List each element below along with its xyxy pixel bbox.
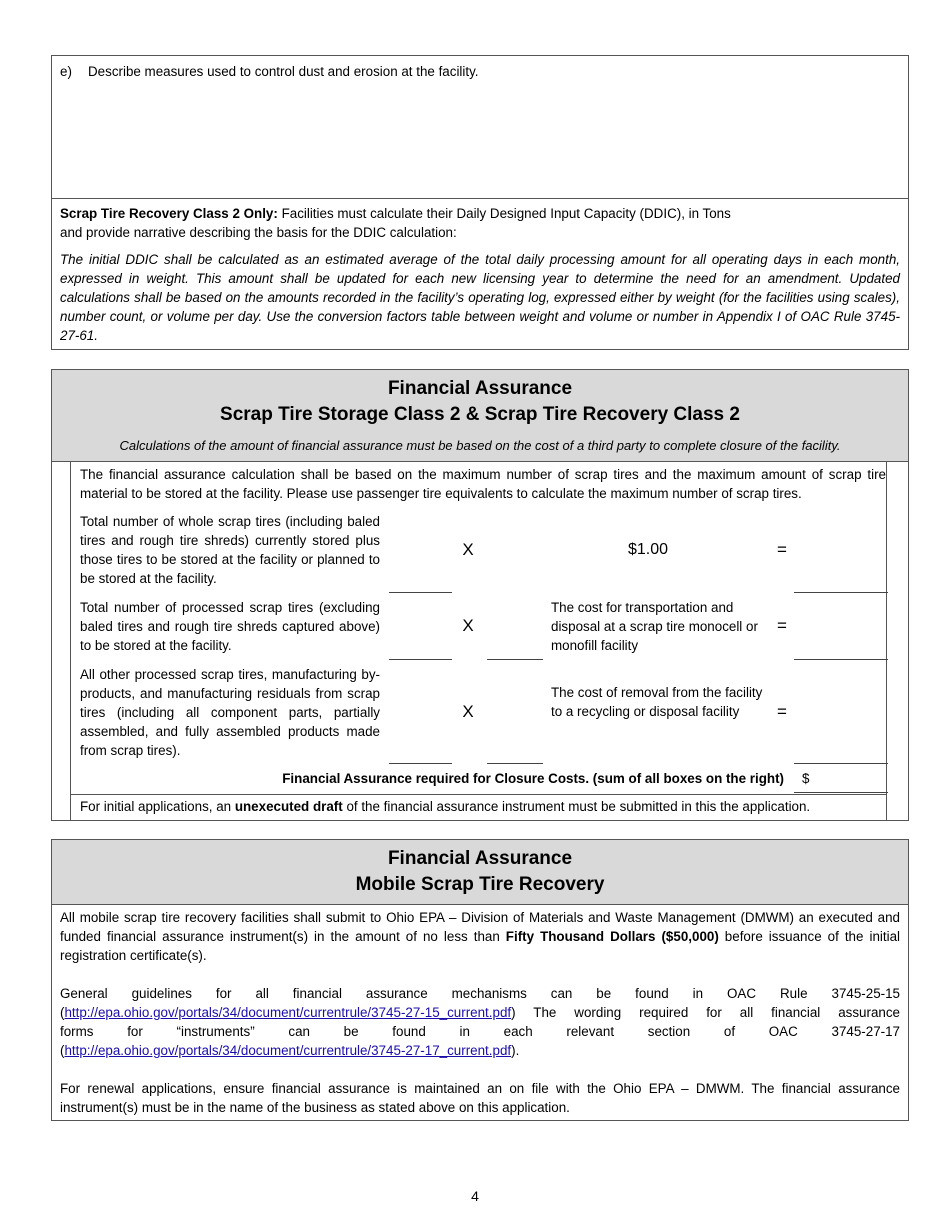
ddic-intro-line-2: and provide narrative describing the basis for the DDIC calculation:	[60, 225, 457, 240]
page-number: 4	[471, 1188, 479, 1204]
ddic-intro-line-1: Facilities must calculate their Daily Designed Input Capacity (DDIC), in Tons	[277, 206, 731, 221]
row-1-equals: =	[777, 540, 787, 559]
total-underline	[794, 792, 888, 793]
row-1-rate: $1.00	[627, 541, 669, 558]
left-rule	[70, 461, 71, 820]
dust-erosion-section	[51, 55, 909, 350]
section-header	[52, 370, 908, 462]
guidelines-line-2	[60, 1003, 900, 1022]
financial-assurance-mobile-section	[51, 839, 909, 1121]
draft-note-text: For initial applications, an	[80, 799, 235, 814]
row-3-multiply: X	[462, 702, 474, 721]
row-3-result-field[interactable]	[794, 763, 888, 764]
row-2-quantity-field[interactable]	[389, 659, 452, 660]
paren-open: (	[60, 1043, 65, 1058]
divider	[52, 198, 908, 199]
draft-note-bold: unexecuted draft	[234, 799, 343, 814]
rule-3745-27-15-link[interactable]: http://epa.ohio.gov/portals/34/document/currentrule/3745-27-15_current.pdf	[64, 1005, 512, 1020]
guidelines-line-2-text: ) The wording required for all financial assurance	[511, 1005, 900, 1020]
ddic-intro	[60, 204, 900, 242]
paragraph-text-end: before issuance of the initial registration certificate(s).	[60, 929, 900, 963]
row-3-rate: The cost of removal from the facility to a recycling or disposal facility	[551, 685, 763, 719]
total-field[interactable]: $	[802, 771, 810, 786]
calculation-intro: The financial assurance calculation shall be based on the maximum number of scrap tires and the maximum amount of scrap tire material to be stored at the facility. Please use passenger tire equivalents to calculate the maximum number of scrap tires.	[80, 467, 886, 501]
divider	[70, 794, 886, 795]
row-1-quantity-field[interactable]	[389, 592, 452, 593]
renewal-paragraph: For renewal applications, ensure financial assurance is maintained an on file with the Ohio EPA – DMWM. The financial assurance instrument(s) must be in the name of the business as stated above on this application.	[60, 1081, 900, 1115]
guidelines-line-1: General guidelines for all financial assurance mechanisms can be found in OAC Rule 3745-25-15	[60, 986, 900, 1001]
ddic-italic-note: The initial DDIC shall be calculated as an estimated average of the total daily processing amount for all operating days in each month, expressed in weight. This amount shall be updated for each new licensing year to determine the need for an amendment. Updated calculations shall be based on the amounts recorded in the facility’s operating log, expressed either by weight (for the facilities using scales), number count, or volume per day. Use the conversion factors table between weight and volume or number in Appendix I of OAC Rule 3745-27-61.	[60, 252, 900, 343]
row-2-description: Total number of processed scrap tires (excluding baled tires and rough tire shreds captured above) to be stored at the facility.	[80, 600, 380, 653]
paren-open: (	[60, 1005, 65, 1020]
row-1-result-field[interactable]	[794, 592, 888, 593]
financial-assurance-class2-section	[51, 369, 909, 821]
row-3-description: All other processed scrap tires, manufacturing by-products, and manufacturing residuals from scrap tires (including all component parts, partially assembled, and fully assembled products made from scrap tires).	[80, 667, 380, 758]
ddic-bold-lead: Scrap Tire Recovery Class 2 Only:	[60, 206, 278, 221]
section-subtitle: Scrap Tire Storage Class 2 & Scrap Tire Recovery Class 2	[220, 404, 740, 425]
row-2-rate-field[interactable]	[487, 659, 543, 660]
question-text: Describe measures used to control dust and erosion at the facility.	[88, 64, 479, 79]
guidelines-paragraph	[60, 984, 900, 1060]
paren-close: ).	[511, 1043, 520, 1058]
amount-bold: Fifty Thousand Dollars ($50,000)	[505, 929, 719, 944]
guidelines-line-3: forms for “instruments” can be found in each relevant section of OAC 3745-27-17	[60, 1024, 900, 1039]
row-1-description: Total number of whole scrap tires (including baled tires and rough tire shreds) currently stored plus those tires to be stored at the facility or planned to be stored at the facility.	[80, 514, 380, 586]
row-2-multiply: X	[462, 616, 474, 635]
section-header	[52, 840, 908, 905]
total-label: Financial Assurance required for Closure Costs. (sum of all boxes on the right)	[282, 771, 784, 786]
question-label: e)	[60, 64, 72, 79]
draft-note	[80, 797, 886, 816]
section-note: Calculations of the amount of financial assurance must be based on the cost of a third party to complete closure of the facility.	[119, 438, 841, 453]
row-1-multiply: X	[462, 540, 474, 559]
draft-note-text-end: of the financial assurance instrument must be submitted in this the application.	[342, 799, 811, 814]
section-title: Financial Assurance	[387, 378, 573, 399]
row-2-rate: The cost for transportation and disposal at a scrap tire monocell or monofill facility	[551, 600, 758, 653]
right-rule	[886, 461, 887, 820]
row-2-equals: =	[777, 616, 787, 635]
guidelines-line-4	[60, 1041, 900, 1060]
row-3-quantity-field[interactable]	[389, 763, 452, 764]
section-title: Financial Assurance	[387, 848, 573, 869]
section-subtitle: Mobile Scrap Tire Recovery	[355, 874, 605, 895]
mobile-requirement-paragraph	[60, 908, 900, 965]
dust-question	[60, 62, 479, 81]
rule-3745-27-17-link[interactable]: http://epa.ohio.gov/portals/34/document/currentrule/3745-27-17_current.pdf	[64, 1043, 512, 1058]
row-3-rate-field[interactable]	[487, 763, 543, 764]
paragraph-text: All mobile scrap tire recovery facilities shall submit to Ohio EPA – Division of Materials and Waste Management (DMWM) an executed and funded financial assurance instrument(s) in the amount of no less than	[60, 910, 900, 944]
row-2-result-field[interactable]	[794, 659, 888, 660]
row-3-equals: =	[777, 702, 787, 721]
